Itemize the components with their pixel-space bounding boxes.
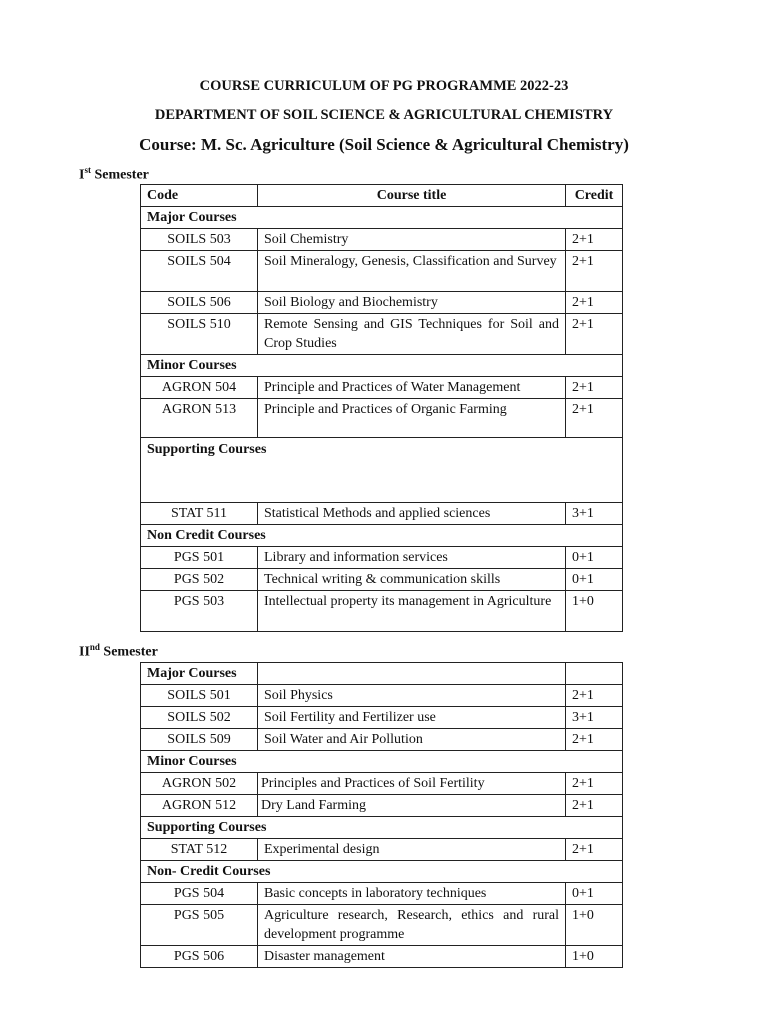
course-name: Dry Land Farming <box>258 795 566 817</box>
curriculum-title: COURSE CURRICULUM OF PG PROGRAMME 2022-23 <box>199 78 569 94</box>
table-row <box>141 503 623 525</box>
course-name: Soil Biology and Biochemistry <box>258 292 566 314</box>
semester-2-table <box>140 662 623 968</box>
table-row <box>141 883 623 905</box>
course-code: SOILS 503 <box>141 229 258 251</box>
section-label: Non- Credit Courses <box>141 861 623 883</box>
semester-2-ordinal: nd <box>89 642 100 652</box>
course-name: Soil Fertility and Fertilizer use <box>258 707 566 729</box>
course-name: Principle and Practices of Water Management <box>258 377 566 399</box>
section-label: Major Courses <box>141 207 623 229</box>
course-title-header: Course title <box>258 185 566 207</box>
course-code: STAT 511 <box>141 503 258 525</box>
section-row-noncredit <box>141 861 623 883</box>
table-row <box>141 292 623 314</box>
course-credit: 0+1 <box>566 547 623 569</box>
course-name: Principle and Practices of Organic Farming <box>258 399 566 438</box>
semester-1-number: I <box>79 167 85 183</box>
course-name: Principles and Practices of Soil Fertility <box>258 773 566 795</box>
table-row <box>141 795 623 817</box>
table-row <box>141 229 623 251</box>
table-row <box>141 399 623 438</box>
table-row <box>141 251 623 292</box>
course-credit: 2+1 <box>566 314 623 355</box>
course-name: Intellectual property its management in Agriculture <box>258 591 566 632</box>
course-name: Agriculture research, Research, ethics and rural development programme <box>258 905 566 946</box>
section-label: Minor Courses <box>141 355 623 377</box>
course-credit: 2+1 <box>566 839 623 861</box>
course-code: SOILS 504 <box>141 251 258 292</box>
course-credit: 2+1 <box>566 685 623 707</box>
course-credit: 2+1 <box>566 229 623 251</box>
section-row-minor <box>141 751 623 773</box>
credit-header: Credit <box>566 185 623 207</box>
table-row <box>141 569 623 591</box>
course-credit: 3+1 <box>566 503 623 525</box>
course-code: SOILS 510 <box>141 314 258 355</box>
course-name: Soil Mineralogy, Genesis, Classification and Survey <box>258 251 566 292</box>
course-code: PGS 504 <box>141 883 258 905</box>
course-code: STAT 512 <box>141 839 258 861</box>
semester-1-table <box>140 184 623 632</box>
course-name: Soil Chemistry <box>258 229 566 251</box>
course-name: Remote Sensing and GIS Techniques for Soil and Crop Studies <box>258 314 566 355</box>
table-row <box>141 377 623 399</box>
course-credit: 1+0 <box>566 905 623 946</box>
course-name: Soil Physics <box>258 685 566 707</box>
course-credit: 2+1 <box>566 773 623 795</box>
section-label: Supporting Courses <box>141 817 623 839</box>
course-code: PGS 505 <box>141 905 258 946</box>
course-credit: 2+1 <box>566 729 623 751</box>
course-code: AGRON 513 <box>141 399 258 438</box>
course-code: SOILS 502 <box>141 707 258 729</box>
course-code: PGS 503 <box>141 591 258 632</box>
table-row <box>141 547 623 569</box>
course-code: AGRON 504 <box>141 377 258 399</box>
empty-cell <box>258 663 566 685</box>
section-label: Minor Courses <box>141 751 623 773</box>
course-name: Basic concepts in laboratory techniques <box>258 883 566 905</box>
course-title: Course: M. Sc. Agriculture (Soil Science & Agricultural Chemistry) <box>139 135 629 154</box>
table-row <box>141 591 623 632</box>
course-code: PGS 501 <box>141 547 258 569</box>
table-header-row <box>141 185 623 207</box>
table-row <box>141 314 623 355</box>
semester-1-ordinal: st <box>84 165 91 175</box>
semester-2-heading <box>79 642 158 661</box>
section-label: Non Credit Courses <box>141 525 623 547</box>
section-row-noncredit <box>141 525 623 547</box>
semester-2-number: II <box>79 644 90 660</box>
section-row-supporting <box>141 438 623 503</box>
course-credit: 2+1 <box>566 399 623 438</box>
table-row <box>141 773 623 795</box>
code-header: Code <box>141 185 258 207</box>
course-code: PGS 502 <box>141 569 258 591</box>
table-row <box>141 685 623 707</box>
course-credit: 0+1 <box>566 569 623 591</box>
course-credit: 2+1 <box>566 795 623 817</box>
section-row-supporting <box>141 817 623 839</box>
course-name: Library and information services <box>258 547 566 569</box>
course-credit: 0+1 <box>566 883 623 905</box>
table-row <box>141 905 623 946</box>
course-name: Experimental design <box>258 839 566 861</box>
course-credit: 2+1 <box>566 251 623 292</box>
table-row <box>141 839 623 861</box>
course-credit: 2+1 <box>566 377 623 399</box>
course-name: Soil Water and Air Pollution <box>258 729 566 751</box>
course-code: AGRON 512 <box>141 795 258 817</box>
section-label: Major Courses <box>141 663 258 685</box>
empty-cell <box>566 663 623 685</box>
semester-2-label: Semester <box>99 644 158 660</box>
section-row-major <box>141 207 623 229</box>
semester-1-label: Semester <box>90 167 149 183</box>
section-row-major <box>141 663 623 685</box>
semester-1-heading <box>79 165 149 184</box>
course-code: AGRON 502 <box>141 773 258 795</box>
course-credit: 1+0 <box>566 591 623 632</box>
course-name: Disaster management <box>258 946 566 968</box>
course-code: SOILS 509 <box>141 729 258 751</box>
course-code: PGS 506 <box>141 946 258 968</box>
section-row-minor <box>141 355 623 377</box>
course-code: SOILS 506 <box>141 292 258 314</box>
department-title: DEPARTMENT OF SOIL SCIENCE & AGRICULTURAL CHEMISTRY <box>154 107 614 123</box>
section-label: Supporting Courses <box>141 438 623 503</box>
table-row <box>141 707 623 729</box>
table-row <box>141 946 623 968</box>
course-name: Technical writing & communication skills <box>258 569 566 591</box>
table-row <box>141 729 623 751</box>
course-credit: 1+0 <box>566 946 623 968</box>
course-credit: 2+1 <box>566 292 623 314</box>
course-name: Statistical Methods and applied sciences <box>258 503 566 525</box>
course-code: SOILS 501 <box>141 685 258 707</box>
course-credit: 3+1 <box>566 707 623 729</box>
